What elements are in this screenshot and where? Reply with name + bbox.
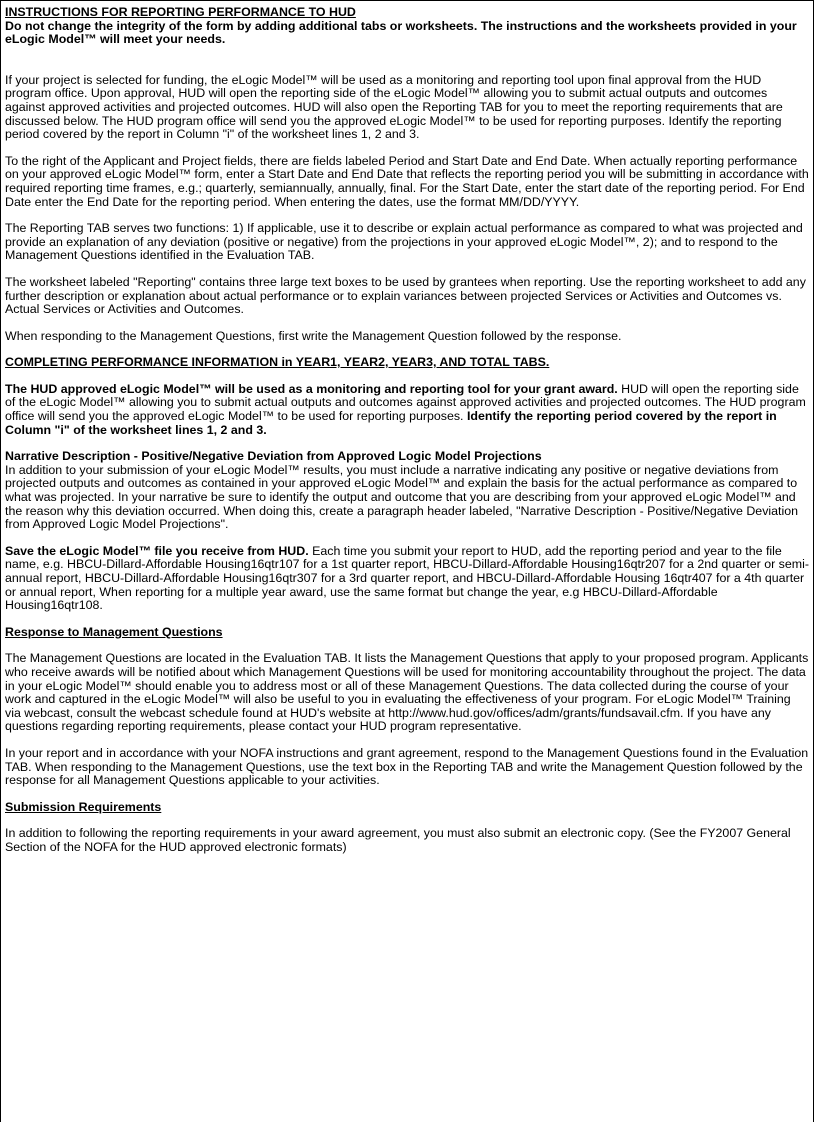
para-reporting-worksheet: The worksheet labeled "Reporting" contains three large text boxes to be used by grantees when reporting. Use the reporting worksheet to add any further description or explanation about actual performance or to explain variances between projected Services or Activities and Outcomes vs. Actual Services or Activities and Outcomes. [5, 274, 806, 317]
para-grant-award [5, 383, 809, 437]
grant-award-bold-tail: Identify the reporting period covered by the report in Column "i" of the worksheet lines 1, 2 and 3. [5, 409, 777, 437]
heading-completing-performance: COMPLETING PERFORMANCE INFORMATION in YEAR1, YEAR2, YEAR3, AND TOTAL TABS. [5, 355, 550, 370]
para-submission-requirements: In addition to following the reporting requirements in your award agreement, you must also submit an electronic copy. (See the FY2007 General Section of the NOFA for the HUD approved electronic formats) [5, 826, 791, 854]
para-report-nofa-agreement: In your report and in accordance with your NOFA instructions and grant agreement, respond to the Management Questions found in the Evaluation TAB. When responding to the Management Questions, use the text box in the Reporting TAB and write the Management Question followed by the response for all Management Questions applicable to your activities. [5, 745, 809, 788]
heading-narrative-description: Narrative Description - Positive/Negative Deviation from Approved Logic Model Projections [5, 449, 542, 464]
integrity-note: Do not change the integrity of the form by adding additional tabs or worksheets. The instructions and the worksheets provided in your eLogic Model™ will meet your needs. [5, 18, 797, 47]
heading-submission-requirements: Submission Requirements [5, 799, 162, 814]
document-title: INSTRUCTIONS FOR REPORTING PERFORMANCE TO HUD [5, 5, 356, 19]
narrative-deviation-block [5, 450, 809, 532]
para-reporting-tab-functions: The Reporting TAB serves two functions: 1) If applicable, use it to describe or explain actual performance as compared to what was projected and provide an explanation of any deviation (positive or negative) from the projections in your approved eLogic Model™, 2); and to respond to the Management Questions identified in the Evaluation TAB. [5, 221, 803, 263]
grant-award-body: HUD will open the reporting side of the eLogic Model™ allowing you to submit actual outputs and outcomes against approved activities and projected outcomes. The HUD program office will send you the approved eLogic Model™ to be used for reporting purposes. [5, 381, 806, 424]
para-management-questions-location: The Management Questions are located in the Evaluation TAB. It lists the Management Questions that apply to your proposed program. Applicants who receive awards will be notified about which Management Questions will be used for monitoring accountability throughout the project. The data in your eLogic Model™ should enable you to address most or all of these Management Questions. The data collected during the course of your work and captured in the eLogic Model™ will also be useful to you in evaluating the effectiveness of your program. For eLogic Model™ Training via webcast, consult the webcast schedule found at HUD's website at http://www.hud.gov/offices/adm/grants/fundsavail.cfm. If you have any questions regarding reporting requirements, please contact your HUD program representative. [5, 651, 809, 734]
save-file-body: Each time you submit your report to HUD, add the reporting period and year to the file name, e.g. HBCU-Dillard-Affordable Housing16qtr107 for a 1st quarter report, HBCU-Dillard-Affordable Housing16qtr207 for a 2nd quarter or semi-annual report, HBCU-Dillard-Affordable Housing16qtr307 for a 3rd quarter report, and HBCU-Dillard-Affordable Housing 16qtr407 for a 4th quarter or annual report, When reporting for a multiple year award, use the same format but change the year, e.g HBCU-Dillard-Affordable Housing16qtr108. [5, 543, 809, 613]
save-file-bold-lead: Save the eLogic Model™ file you receive from HUD. [5, 543, 309, 558]
grant-award-bold-lead: The HUD approved eLogic Model™ will be used as a monitoring and reporting tool for your grant award. [5, 381, 618, 396]
para-save-file [5, 545, 809, 613]
para-narrative-description: In addition to your submission of your eLogic Model™ results, you must include a narrative indicating any positive or negative deviations from projected outputs and outcomes as contained in your approved eLogic Model™ and explain the basis for the actual performance as compared to what was projected. In your narrative be sure to identify the output and outcome that you are describing from your approved eLogic Model™ and the reason why this deviation occurred. When doing this, create a paragraph header labeled, "Narrative Description - Positive/Negative Deviation from Approved Logic Model Projections". [5, 462, 799, 532]
para-funding-approval: If your project is selected for funding, the eLogic Model™ will be used as a monitoring and reporting tool upon final approval from the HUD program office. Upon approval, HUD will open the reporting side of the eLogic Model™ allowing you to submit actual outputs and outcomes against approved activities and projected outcomes. HUD will also open the Reporting TAB for you to meet the reporting requirements that are discussed below. The HUD program office will send you the approved eLogic Model™ to be used for reporting purposes. Identify the reporting period covered by the report in Column "i" of the worksheet lines 1, 2 and 3. [5, 72, 783, 142]
para-period-start-end-dates: To the right of the Applicant and Project fields, there are fields labeled Period and Start Date and End Date. When actually reporting performance on your approved eLogic Model™ form, enter a Start Date and End Date that reflects the reporting period you will be submitting in accordance with required reporting time frames, e.g.; quarterly, semiannually, annually, final. For the Start Date, enter the start date of the reporting period. For End Date enter the End Date for the reporting period. When entering the dates, use the format MM/DD/YYYY. [5, 153, 809, 209]
heading-response-management-questions: Response to Management Questions [5, 624, 223, 639]
para-management-question-format: When responding to the Management Questions, first write the Management Question followed by the response. [5, 328, 622, 343]
